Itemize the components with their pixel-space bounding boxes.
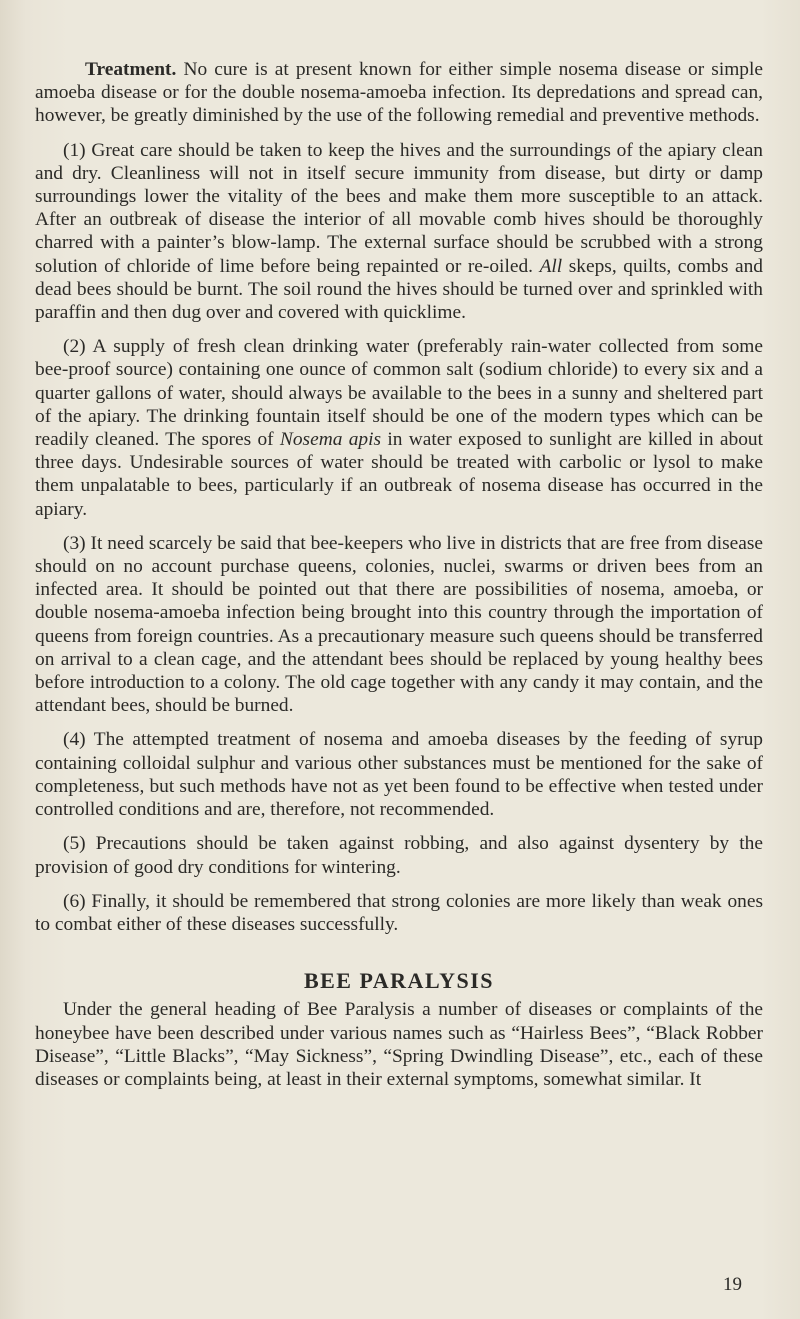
point-3: (3) It need scarcely be said that bee-keepers who live in districts that are free from disease should on no account purchase queens, colonies, nuclei, swarms or driven bees from an infected area. It should be pointed out that there are possibilities of nosema, amoeba, or double nosema-amoeba infection being brought into this country through the importation of queens from foreign countries. As a precautionary measure such queens should be transferred on arrival to a clean cage, and the attendant bees should be replaced by young healthy bees before introduction to a colony. The old cage together with any candy it may contain, and the attendant bees, should be burned. — [35, 532, 763, 717]
point-5: (5) Precautions should be taken against robbing, and also against dysentery by the provision of good dry conditions for wintering. — [35, 833, 763, 878]
section-heading: BEE PARALYSIS — [303, 968, 495, 994]
section-body: Under the general heading of Bee Paralysis a number of diseases or complaints of the honeybee have been described under various names such as “Hairless Bees”, “Black Robber Disease”, “Little Blacks”, “May Sickness”, “Spring Dwindling Disease”, etc., each of these diseases or complaints being, at least in their external symptoms, somewhat similar. It — [35, 999, 763, 1090]
page-body — [35, 58, 763, 1102]
italic-term: All — [539, 255, 563, 277]
point-6: (6) Finally, it should be remembered that strong colonies are more likely than weak ones to combat either of these diseases successfully. — [35, 890, 763, 935]
point-4: (4) The attempted treatment of nosema and amoeba diseases by the feeding of syrup containing colloidal sulphur and various other substances must be mentioned for the sake of completeness, but such methods have not as yet been found to be effective when tested under controlled conditions and are, therefore, not recommended. — [35, 729, 763, 821]
point-2: (2) A supply of fresh clean drinking water (preferably rain-water collected from some bee-proof source) containing one ounce of common salt (sodium chloride) to every six and a quarter gallons of water, should always be available to the bees in a sunny and sheltered part of the apiary. The drinking fountain itself should be one of the modern types which can be readily cleaned. The spores of Nosema apis in water exposed to sunlight are killed in about three days. Undesirable sources of water should be treated with carbolic or lysol to make them unpalatable to bees, particularly if an outbreak of nosema disease has occurred in the apiary. — [35, 336, 763, 520]
treatment-intro: No cure is at present known for either simple nosema disease or simple amoeba disease or for the double nosema-amoeba infection. Its depredations and spread can, however, be greatly diminished by the use of the following remedial and preventive methods. — [35, 59, 763, 127]
point-1: (1) Great care should be taken to keep the hives and the surroundings of the apiary clean and dry. Cleanliness will not in itself secure immunity from disease, but dirty or damp surroundings lower the vitality of the bees and make them more susceptible to an attack. After an outbreak of disease the interior of all movable comb hives should be thoroughly charred with a painter’s blow-lamp. The external surface should be scrubbed with a strong solution of chloride of lime before being repainted or re-oiled. All skeps, quilts, combs and dead bees should be burnt. The soil round the hives should be turned over and sprinkled with paraffin and then dug over and covered with quicklime. — [35, 139, 763, 324]
page-number: 19 — [723, 1274, 742, 1295]
italic-term: Nosema apis — [279, 429, 382, 451]
treatment-paragraph — [35, 58, 763, 128]
treatment-lead: Treatment. — [85, 59, 177, 80]
